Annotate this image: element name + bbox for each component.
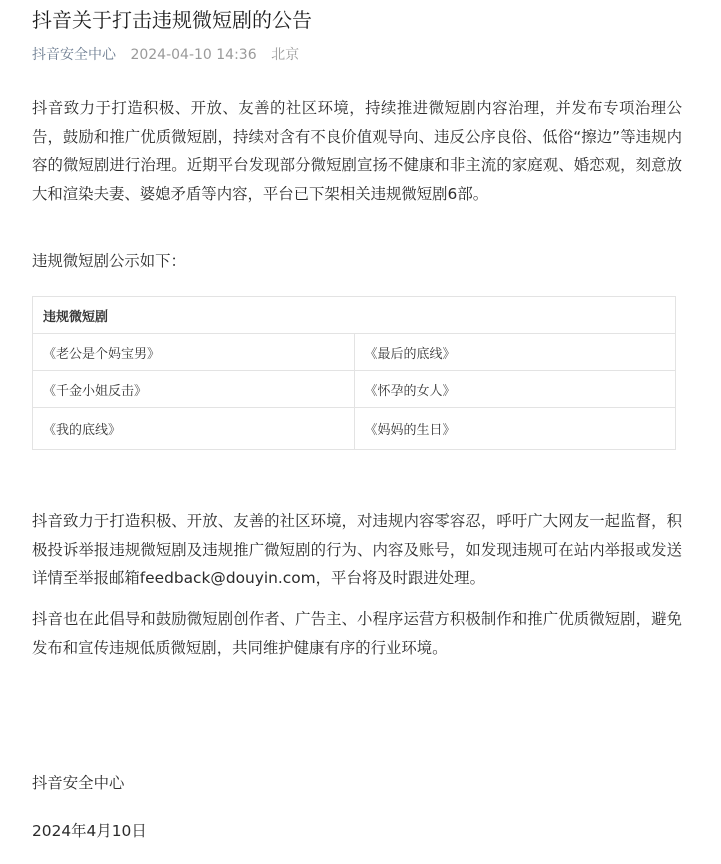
table-row [33, 334, 676, 371]
table-cell: 《老公是个妈宝男》 [33, 334, 355, 371]
signature-org: 抖音安全中心 [32, 774, 125, 792]
article-meta [32, 45, 299, 65]
table-row [33, 408, 676, 450]
table-cell: 《千金小姐反击》 [33, 371, 355, 408]
table-header-row [33, 297, 676, 334]
violating-dramas-table [32, 296, 676, 450]
article-title: 抖音关于打击违规微短剧的公告 [32, 8, 312, 32]
account-name-link[interactable]: 抖音安全中心 [32, 47, 116, 63]
publish-datetime: 2024-04-10 14:36 [130, 47, 257, 63]
table-cell: 《最后的底线》 [354, 334, 676, 371]
table-header: 违规微短剧 [33, 297, 676, 334]
intro-paragraph: 抖音致力于打造积极、开放、友善的社区环境，持续推进微短剧内容治理，并发布专项治理公告，鼓励和推广优质微短剧，持续对含有不良价值观导向、违反公序良俗、低俗“擦边”等违规内容的微短剧进行治理。近期平台发现部分微短剧宣扬不健康和非主流的家庭观、婚恋观，刻意放大和渲染夫妻、婆媳矛盾等内容，平台已下架相关违规微短剧6部。 [32, 99, 682, 203]
table-row [33, 371, 676, 408]
advocacy-paragraph: 抖音也在此倡导和鼓励微短剧创作者、广告主、小程序运营方积极制作和推广优质微短剧，避免发布和宣传违规低质微短剧，共同维护健康有序的行业环境。 [32, 610, 682, 657]
table-cell: 《怀孕的女人》 [354, 371, 676, 408]
signature-date: 2024年4月10日 [32, 822, 147, 840]
report-paragraph: 抖音致力于打造积极、开放、友善的社区环境，对违规内容零容忍，呼吁广大网友一起监督，积极投诉举报违规微短剧及违规推广微短剧的行为、内容及账号，如发现违规可在站内举报或发送详情至举报邮箱feedback@douyin.com，平台将及时跟进处理。 [32, 512, 682, 587]
table-cell: 《妈妈的生日》 [354, 408, 676, 450]
list-intro-paragraph: 违规微短剧公示如下： [32, 252, 186, 270]
table-cell: 《我的底线》 [33, 408, 355, 450]
publish-location: 北京 [271, 47, 300, 63]
